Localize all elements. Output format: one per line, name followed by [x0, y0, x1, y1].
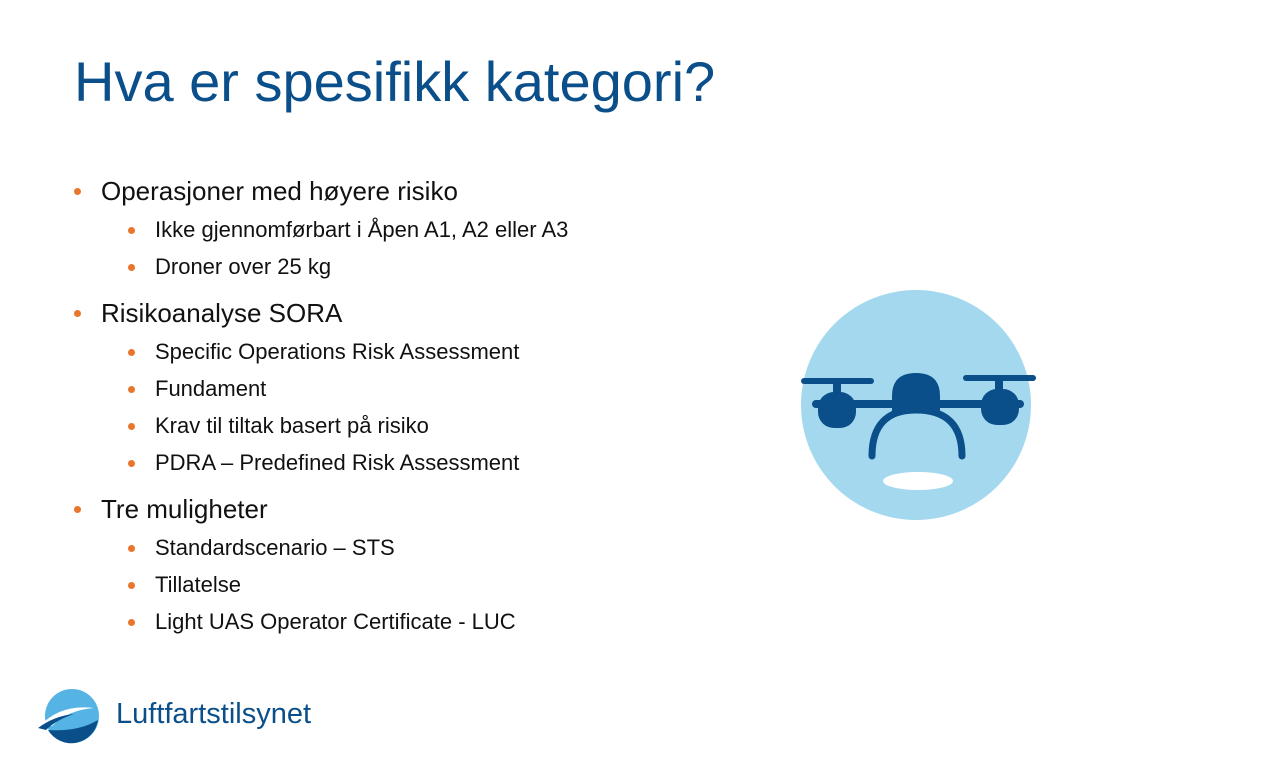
sub-bullet-item: [155, 216, 568, 244]
sub-bullet-item: [155, 253, 331, 281]
drone-body: [892, 373, 940, 412]
bullet-text: Droner over 25 kg: [155, 254, 332, 279]
luftfartstilsynet-logo-icon: [38, 686, 102, 746]
bullet-text: Risikoanalyse SORA: [101, 298, 343, 328]
bullet-text: Krav til tiltak basert på risiko: [155, 413, 429, 438]
sub-bullet-item: [155, 608, 516, 636]
bullet-text: Specific Operations Risk Assessment: [155, 339, 520, 364]
drone-illustration: [798, 288, 1038, 524]
bullet-dot: [128, 349, 135, 356]
bullet-text: Operasjoner med høyere risiko: [101, 176, 458, 206]
bullet-dot: [74, 188, 81, 195]
sub-bullet-item: [155, 375, 266, 403]
bullet-dot: [74, 310, 81, 317]
drone-icon: [798, 288, 1038, 524]
bullet-item: [101, 493, 268, 525]
bullet-text: PDRA – Predefined Risk Assessment: [155, 450, 520, 475]
logo-text: Luftfartstilsynet: [116, 698, 312, 730]
bullet-text: Fundament: [155, 376, 267, 401]
sub-bullet-item: [155, 449, 519, 477]
bullet-text: Tillatelse: [155, 572, 241, 597]
bullet-dot: [128, 619, 135, 626]
bullet-dot: [128, 386, 135, 393]
bullet-dot: [74, 506, 81, 513]
bullet-text: Tre muligheter: [101, 494, 268, 524]
bullet-item: [101, 175, 458, 207]
drone-shadow: [883, 472, 953, 490]
bullet-text: Standardscenario – STS: [155, 535, 395, 560]
left-motor: [818, 392, 856, 428]
bullet-dot: [128, 227, 135, 234]
bullet-dot: [128, 460, 135, 467]
sub-bullet-item: [155, 571, 241, 599]
sub-bullet-item: [155, 412, 429, 440]
sub-bullet-item: [155, 338, 519, 366]
bullet-dot: [128, 264, 135, 271]
bullet-dot: [128, 582, 135, 589]
bullet-text: Ikke gjennomførbart i Åpen A1, A2 eller A3: [155, 217, 569, 242]
bullet-text: Light UAS Operator Certificate - LUC: [155, 609, 516, 634]
bullet-item: [101, 297, 342, 329]
bullet-dot: [128, 545, 135, 552]
bullet-dot: [128, 423, 135, 430]
slide-title: Hva er spesifikk kategori?: [74, 50, 716, 113]
sub-bullet-item: [155, 534, 395, 562]
luftfartstilsynet-logo: [38, 686, 338, 746]
